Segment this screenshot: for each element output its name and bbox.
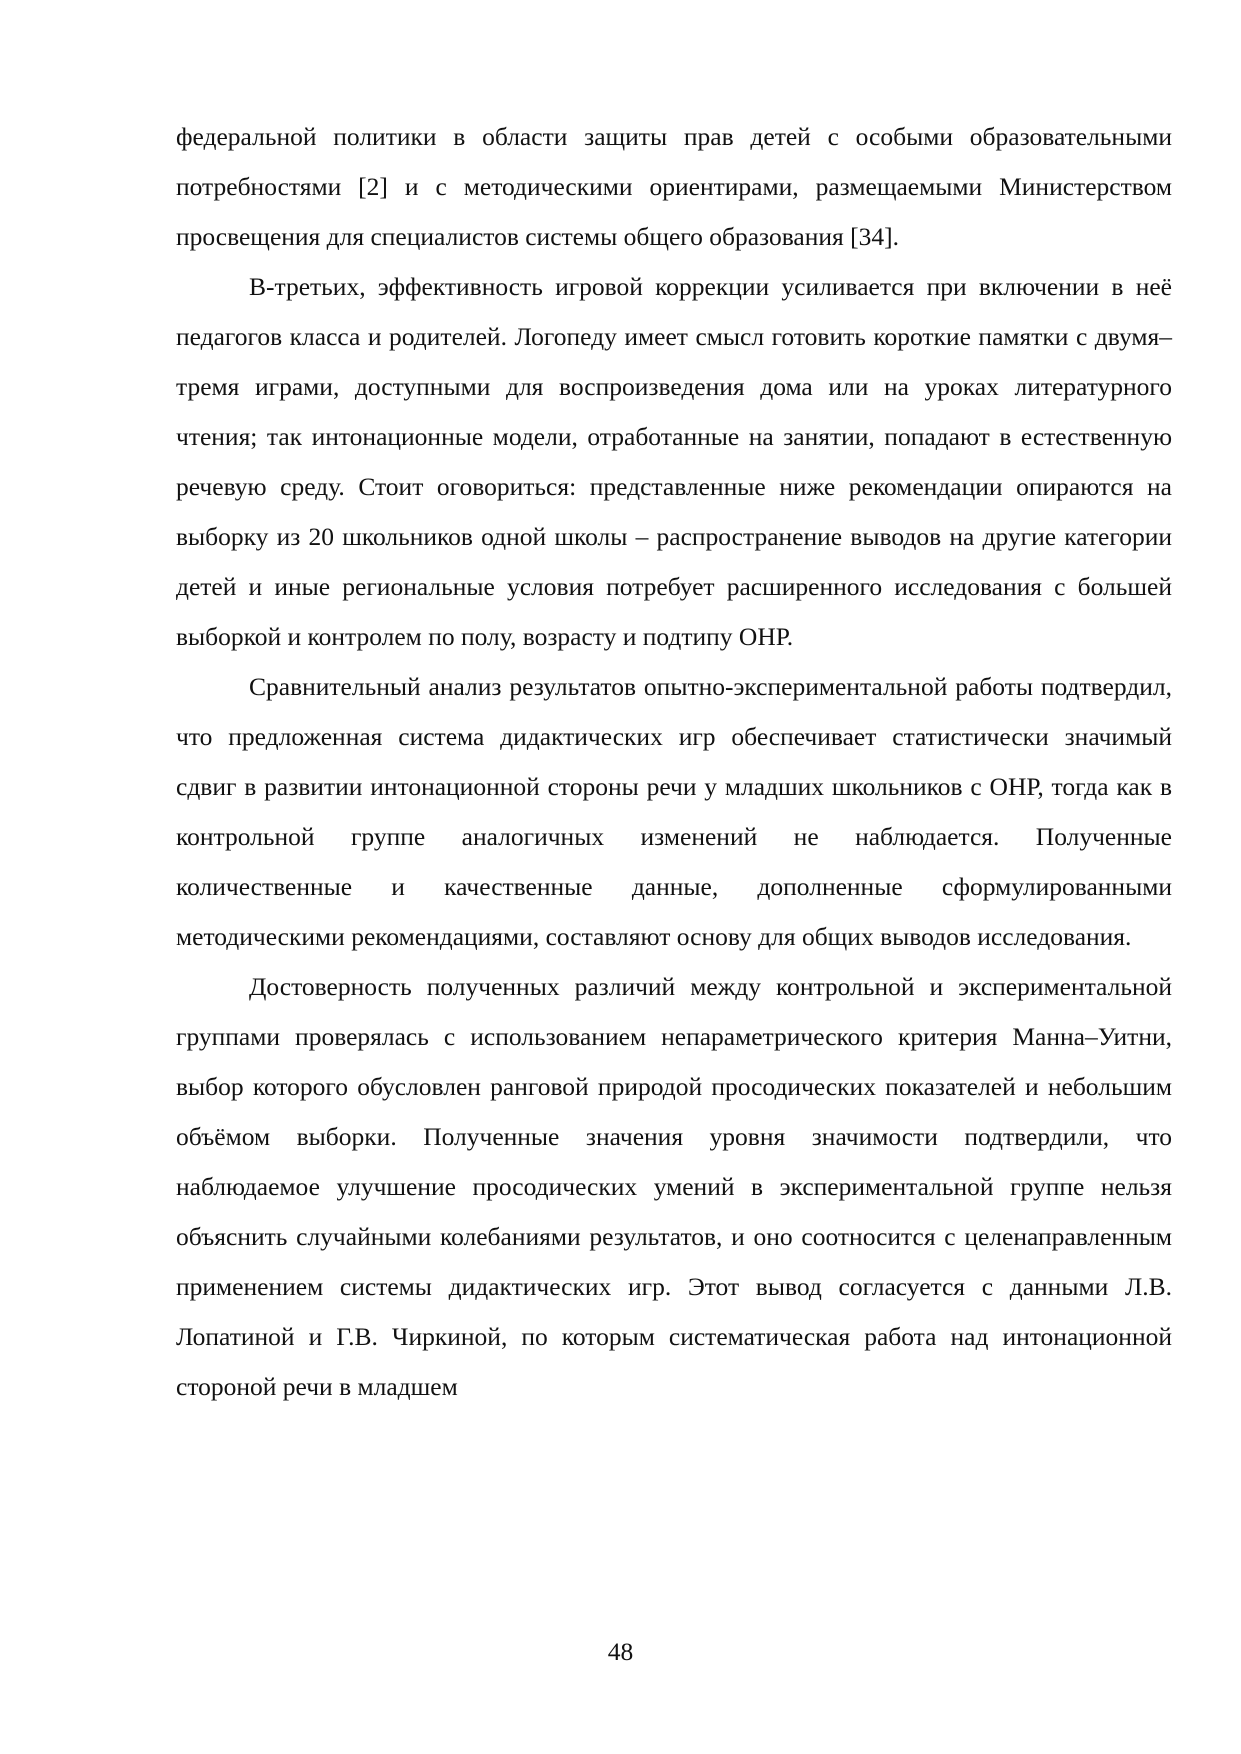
paragraph-continuation: федеральной политики в области защиты прав детей с особыми образовательными потребностями [2] и с методическими ориентирами, размещаемыми Министерством просвещения для специалистов системы общего образования [34]. bbox=[176, 122, 1172, 251]
paragraph-reliability: Достоверность полученных различий между контрольной и экспериментальной группами проверялась с использованием непараметрического критерия Манна–Уитни, выбор которого обусловлен ранговой природой просодических показателей и небольшим объёмом выборки. Полученные значения уровня значимости подтвердили, что наблюдаемое улучшение просодических умений в экспериментальной группе нельзя объяснить случайными колебаниями результатов, и оно соотносится с целенаправленным применением системы дидактических игр. Этот вывод согласуется с данными Л.В. Лопатиной и Г.В. Чиркиной, по которым систематическая работа над интонационной стороной речи в младшем bbox=[176, 972, 1172, 1401]
body-text bbox=[176, 112, 1172, 1412]
page-number: 48 bbox=[607, 1637, 634, 1666]
paragraph-comparative-analysis: Сравнительный анализ результатов опытно-экспериментальной работы подтвердил, что предложенная система дидактических игр обеспечивает статистически значимый сдвиг в развитии интонационной стороны речи у младших школьников с ОНР, тогда как в контрольной группе аналогичных изменений не наблюдается. Полученные количественные и качественные данные, дополненные сформулированными методическими рекомендациями, составляют основу для общих выводов исследования. bbox=[176, 672, 1172, 951]
paragraph-third-point: В-третьих, эффективность игровой коррекции усиливается при включении в неё педагогов класса и родителей. Логопеду имеет смысл готовить короткие памятки с двумя–тремя играми, доступными для воспроизведения дома или на уроках литературного чтения; так интонационные модели, отработанные на занятии, попадают в естественную речевую среду. Стоит оговориться: представленные ниже рекомендации опираются на выборку из 20 школьников одной школы – распространение выводов на другие категории детей и иные региональные условия потребует расширенного исследования с большей выборкой и контролем по полу, возрасту и подтипу ОНР. bbox=[176, 272, 1172, 651]
